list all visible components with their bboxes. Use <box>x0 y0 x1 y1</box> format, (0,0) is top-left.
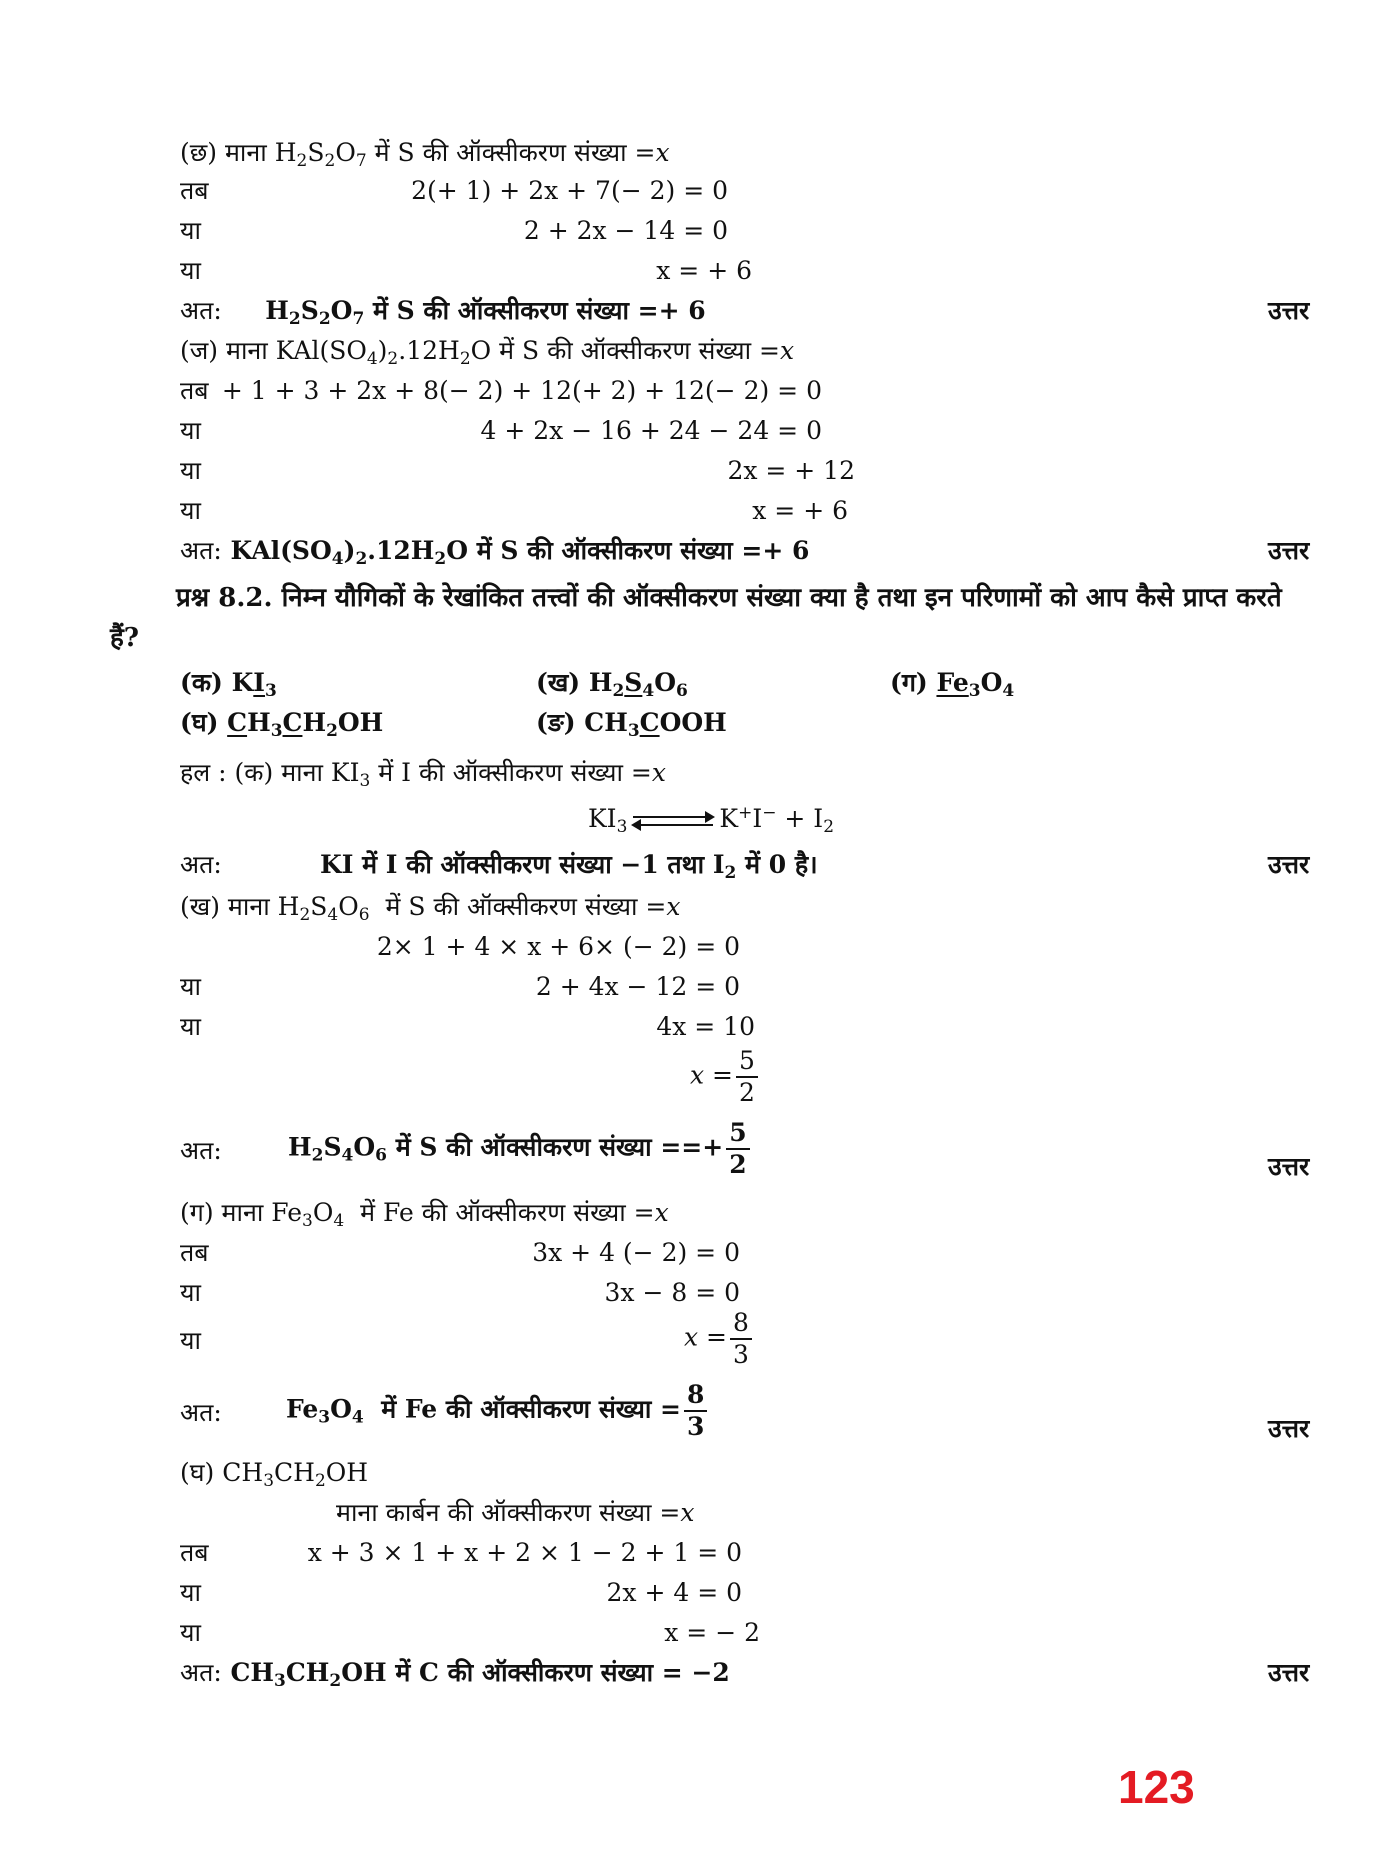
fraction: $\frac{8}{3}$ <box>684 1380 707 1442</box>
label-or: या <box>180 1012 201 1041</box>
option-kha: (ख) $H_2S_4O_6$ <box>536 668 688 701</box>
solution-gha-let: माना कार्बन की ऑक्सीकरण संख्या =x <box>336 1498 695 1527</box>
question-text: प्रश्न 8.2. निम्न यौगिकों के रेखांकित तत्त्वों की ऑक्सीकरण संख्या क्या है तथा इन परिणामों को आप कैसे प्राप्त करते हैं? <box>110 583 1282 653</box>
part-chha-heading: (छ) माना $H_2S_2O_7$ में S की ऑक्सीकरण संख्या =x <box>180 138 670 171</box>
label-or: या <box>180 256 201 285</box>
equation: 2x + 4 = 0 <box>606 1578 742 1607</box>
option-nga: (ङ) $CH_3COOH$ <box>536 708 727 741</box>
label-then: तब <box>180 1238 209 1267</box>
equation: 3x + 4 (− 2) = 0 <box>532 1238 740 1267</box>
label-or: या <box>180 1618 201 1647</box>
label-or: या <box>180 1278 201 1307</box>
equilibrium-equation: $KI_3$ $K^+I^- + I_2$ <box>588 803 835 837</box>
solution-ga-result: $Fe_3O_4$ में Fe की ऑक्सीकरण संख्या = $\frac{8}{3}$ <box>286 1380 707 1442</box>
part-ja-heading: (ज) माना $KAl(SO_4)_2.12H_2O$ में S की ऑक्सीकरण संख्या =x <box>180 336 795 369</box>
label-or: या <box>180 972 201 1001</box>
label-then: तब <box>180 1538 209 1567</box>
option-ka: (क) $KI_3$ <box>180 668 277 701</box>
solution-ga-heading: (ग) माना $Fe_3O_4$ में Fe की ऑक्सीकरण संख्या =x <box>180 1198 669 1231</box>
fraction-equation: x = $\frac{5}{2}$ <box>690 1046 758 1108</box>
answer-label: उत्तर <box>1268 1658 1310 1687</box>
solution-kha-heading: (ख) माना $H_2S_4O_6$ में S की ऑक्सीकरण संख्या =x <box>180 892 681 925</box>
label-or: या <box>180 456 201 485</box>
label-hence: अत: <box>180 850 222 879</box>
option-ga: (ग) $Fe_3O_4$ <box>890 668 1015 701</box>
equation: 2 + 4x − 12 = 0 <box>535 972 740 1001</box>
solution-kha-result: $H_2S_4O_6$ में S की ऑक्सीकरण संख्या ==+ $\frac{5}{2}$ <box>288 1118 750 1180</box>
answer-label: उत्तर <box>1268 850 1310 879</box>
equation: x = − 2 <box>664 1618 760 1647</box>
equation: 4 + 2x − 16 + 24 − 24 = 0 <box>480 416 822 445</box>
equation: + 1 + 3 + 2x + 8(− 2) + 12(+ 2) + 12(− 2) = 0 <box>221 376 822 405</box>
part-ja-result: अत: $KAl(SO_4)_2.12H_2O$ में S की ऑक्सीकरण संख्या =+ 6 <box>180 536 810 569</box>
equilibrium-arrow-icon <box>633 811 713 831</box>
option-gha: (घ) $CH_3CH_2OH$ <box>180 708 384 741</box>
answer-label: उत्तर <box>1268 296 1310 325</box>
page-number: 123 <box>1118 1761 1195 1813</box>
label-or: या <box>180 216 201 245</box>
equation: 2x = + 12 <box>727 456 855 485</box>
equation: 2(+ 1) + 2x + 7(− 2) = 0 <box>411 176 728 205</box>
equation: 2 + 2x − 14 = 0 <box>523 216 728 245</box>
label-then: तब <box>180 176 209 205</box>
equation: 2× 1 + 4 × x + 6× (− 2) = 0 <box>376 932 740 961</box>
equation: 4x = 10 <box>656 1012 755 1041</box>
part-chha-result: अत: $H_2S_2O_7$ में S की ऑक्सीकरण संख्या =+ 6 <box>180 296 706 329</box>
label-or: या <box>180 496 201 525</box>
solution-ka-result: KI में I की ऑक्सीकरण संख्या −1 तथा $I_2$ में 0 है। <box>320 850 818 883</box>
solution-gha-heading: (घ) $CH_3CH_2OH$ <box>180 1458 369 1491</box>
equation: x = + 6 <box>752 496 848 525</box>
label-or: या <box>180 416 201 445</box>
fraction: $\frac{5}{2}$ <box>726 1118 749 1180</box>
label-hence: अत: <box>180 1398 222 1427</box>
solution-gha-result: अत: $CH_3CH_2OH$ में C की ऑक्सीकरण संख्या = −2 <box>180 1658 730 1691</box>
label-hence: अत: <box>180 1136 222 1165</box>
fraction-equation: x = $\frac{8}{3}$ <box>684 1308 752 1370</box>
answer-label: उत्तर <box>1268 1152 1310 1181</box>
label-then: तब <box>180 376 209 405</box>
answer-label: उत्तर <box>1268 1414 1310 1443</box>
equation: x + 3 × 1 + x + 2 × 1 − 2 + 1 = 0 <box>307 1538 742 1567</box>
fraction: $\frac{5}{2}$ <box>736 1046 758 1108</box>
label-or: या <box>180 1578 201 1607</box>
solution-ka-heading: हल : (क) माना $KI_3$ में I की ऑक्सीकरण संख्या =x <box>180 758 666 791</box>
label-or: या <box>180 1326 201 1355</box>
equation: x = + 6 <box>656 256 752 285</box>
answer-label: उत्तर <box>1268 536 1310 565</box>
equation: 3x − 8 = 0 <box>604 1278 740 1307</box>
fraction: $\frac{8}{3}$ <box>730 1308 752 1370</box>
